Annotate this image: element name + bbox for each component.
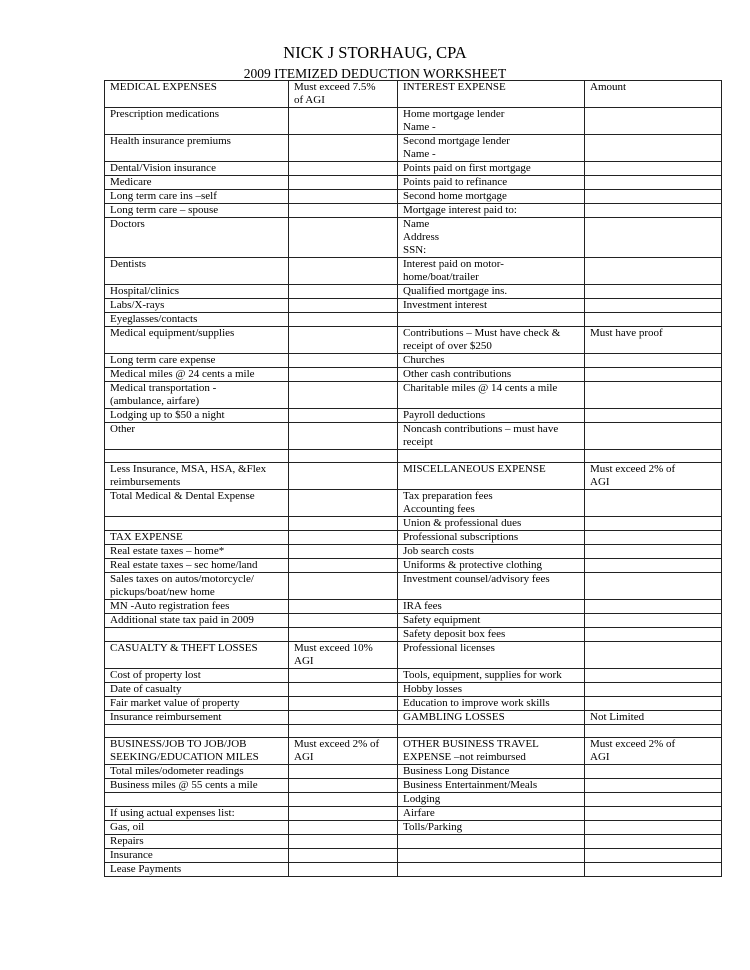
table-row bbox=[105, 327, 722, 354]
limit-cell bbox=[289, 545, 398, 559]
table-row bbox=[105, 614, 722, 628]
item-cell: Professional licenses bbox=[398, 642, 585, 669]
table-row bbox=[105, 135, 722, 162]
table-row bbox=[105, 490, 722, 517]
item-cell: Professional subscriptions bbox=[398, 531, 585, 545]
preparer-title: NICK J STORHAUG, CPA bbox=[283, 43, 467, 62]
item-cell bbox=[398, 863, 585, 877]
limit-cell bbox=[289, 313, 398, 327]
amount-cell bbox=[585, 450, 722, 463]
limit-cell bbox=[289, 190, 398, 204]
amount-cell bbox=[585, 559, 722, 573]
table-row bbox=[105, 807, 722, 821]
amount-cell bbox=[585, 628, 722, 642]
category-cell: Labs/X-rays bbox=[105, 299, 289, 313]
item-cell: Business Long Distance bbox=[398, 765, 585, 779]
table-row bbox=[105, 409, 722, 423]
limit-cell bbox=[289, 517, 398, 531]
amount-cell bbox=[585, 190, 722, 204]
amount-cell: Must exceed 2% of AGI bbox=[585, 463, 722, 490]
table-row bbox=[105, 573, 722, 600]
item-cell: IRA fees bbox=[398, 600, 585, 614]
table-row bbox=[105, 423, 722, 450]
limit-cell bbox=[289, 821, 398, 835]
item-cell: Safety equipment bbox=[398, 614, 585, 628]
limit-cell bbox=[289, 697, 398, 711]
item-cell: Investment interest bbox=[398, 299, 585, 313]
table-row bbox=[105, 683, 722, 697]
category-cell: Less Insurance, MSA, HSA, &Flex reimbursements bbox=[105, 463, 289, 490]
amount-cell bbox=[585, 821, 722, 835]
table-row bbox=[105, 382, 722, 409]
item-cell: Contributions – Must have check & receipt of over $250 bbox=[398, 327, 585, 354]
category-cell bbox=[105, 517, 289, 531]
limit-cell bbox=[289, 108, 398, 135]
amount-cell bbox=[585, 490, 722, 517]
limit-cell bbox=[289, 835, 398, 849]
amount-cell: Must have proof bbox=[585, 327, 722, 354]
table-row bbox=[105, 738, 722, 765]
table-row bbox=[105, 849, 722, 863]
amount-cell bbox=[585, 697, 722, 711]
table-row bbox=[105, 299, 722, 313]
limit-cell: Must exceed 10% AGI bbox=[289, 642, 398, 669]
item-cell: Job search costs bbox=[398, 545, 585, 559]
category-cell: Long term care ins –self bbox=[105, 190, 289, 204]
item-cell bbox=[398, 835, 585, 849]
table-row bbox=[105, 81, 722, 108]
item-cell: Churches bbox=[398, 354, 585, 368]
amount-cell bbox=[585, 135, 722, 162]
amount-cell bbox=[585, 204, 722, 218]
table-row bbox=[105, 779, 722, 793]
table-row bbox=[105, 517, 722, 531]
category-cell: Business miles @ 55 cents a mile bbox=[105, 779, 289, 793]
amount-cell bbox=[585, 176, 722, 190]
table-row bbox=[105, 600, 722, 614]
item-cell: Points paid on first mortgage bbox=[398, 162, 585, 176]
table-row bbox=[105, 628, 722, 642]
table-row bbox=[105, 863, 722, 877]
limit-cell bbox=[289, 299, 398, 313]
category-cell: Long term care expense bbox=[105, 354, 289, 368]
table-row bbox=[105, 531, 722, 545]
item-cell: Uniforms & protective clothing bbox=[398, 559, 585, 573]
category-cell bbox=[105, 628, 289, 642]
table-row bbox=[105, 258, 722, 285]
amount-cell bbox=[585, 683, 722, 697]
item-cell: Home mortgage lender Name - bbox=[398, 108, 585, 135]
category-cell: Hospital/clinics bbox=[105, 285, 289, 299]
category-cell: Health insurance premiums bbox=[105, 135, 289, 162]
limit-cell bbox=[289, 793, 398, 807]
amount-cell: Must exceed 2% of AGI bbox=[585, 738, 722, 765]
table-row bbox=[105, 204, 722, 218]
item-cell bbox=[398, 313, 585, 327]
item-cell: Other cash contributions bbox=[398, 368, 585, 382]
amount-cell bbox=[585, 793, 722, 807]
limit-cell bbox=[289, 490, 398, 517]
category-cell: Lease Payments bbox=[105, 863, 289, 877]
limit-cell bbox=[289, 531, 398, 545]
limit-cell bbox=[289, 258, 398, 285]
item-cell: Mortgage interest paid to: bbox=[398, 204, 585, 218]
category-cell: If using actual expenses list: bbox=[105, 807, 289, 821]
table-row bbox=[105, 545, 722, 559]
amount-cell: Amount bbox=[585, 81, 722, 108]
limit-cell: Must exceed 7.5% of AGI bbox=[289, 81, 398, 108]
limit-cell bbox=[289, 450, 398, 463]
limit-cell bbox=[289, 779, 398, 793]
worksheet-title: 2009 ITEMIZED DEDUCTION WORKSHEET bbox=[243, 66, 507, 81]
category-cell: Long term care – spouse bbox=[105, 204, 289, 218]
table-row bbox=[105, 821, 722, 835]
table-row bbox=[105, 765, 722, 779]
table-row bbox=[105, 176, 722, 190]
category-cell: Date of casualty bbox=[105, 683, 289, 697]
limit-cell bbox=[289, 354, 398, 368]
table-row bbox=[105, 218, 722, 258]
item-cell: Education to improve work skills bbox=[398, 697, 585, 711]
table-row bbox=[105, 463, 722, 490]
limit-cell bbox=[289, 863, 398, 877]
category-cell bbox=[105, 725, 289, 738]
amount-cell bbox=[585, 545, 722, 559]
table-row bbox=[105, 190, 722, 204]
category-cell: Total Medical & Dental Expense bbox=[105, 490, 289, 517]
amount-cell bbox=[585, 423, 722, 450]
category-cell: Real estate taxes – sec home/land bbox=[105, 559, 289, 573]
amount-cell bbox=[585, 162, 722, 176]
deduction-table bbox=[104, 80, 722, 877]
amount-cell bbox=[585, 600, 722, 614]
item-cell bbox=[398, 725, 585, 738]
item-cell: Qualified mortgage ins. bbox=[398, 285, 585, 299]
category-cell: Other bbox=[105, 423, 289, 450]
limit-cell bbox=[289, 285, 398, 299]
table-row bbox=[105, 354, 722, 368]
amount-cell bbox=[585, 765, 722, 779]
amount-cell bbox=[585, 313, 722, 327]
limit-cell bbox=[289, 628, 398, 642]
category-cell: TAX EXPENSE bbox=[105, 531, 289, 545]
limit-cell bbox=[289, 600, 398, 614]
item-cell: Interest paid on motor- home/boat/trailer bbox=[398, 258, 585, 285]
amount-cell bbox=[585, 108, 722, 135]
limit-cell bbox=[289, 614, 398, 628]
limit-cell bbox=[289, 573, 398, 600]
category-cell: Medicare bbox=[105, 176, 289, 190]
table-row bbox=[105, 793, 722, 807]
category-cell: Medical miles @ 24 cents a mile bbox=[105, 368, 289, 382]
category-cell: Additional state tax paid in 2009 bbox=[105, 614, 289, 628]
table-row bbox=[105, 450, 722, 463]
limit-cell bbox=[289, 725, 398, 738]
limit-cell bbox=[289, 849, 398, 863]
amount-cell bbox=[585, 368, 722, 382]
limit-cell bbox=[289, 368, 398, 382]
limit-cell bbox=[289, 135, 398, 162]
category-cell: Total miles/odometer readings bbox=[105, 765, 289, 779]
item-cell: Name Address SSN: bbox=[398, 218, 585, 258]
amount-cell bbox=[585, 285, 722, 299]
table-row bbox=[105, 108, 722, 135]
category-cell: BUSINESS/JOB TO JOB/JOB SEEKING/EDUCATION MILES bbox=[105, 738, 289, 765]
limit-cell bbox=[289, 218, 398, 258]
item-cell: MISCELLANEOUS EXPENSE bbox=[398, 463, 585, 490]
item-cell: Second mortgage lender Name - bbox=[398, 135, 585, 162]
item-cell: Tools, equipment, supplies for work bbox=[398, 669, 585, 683]
limit-cell bbox=[289, 807, 398, 821]
item-cell: Investment counsel/advisory fees bbox=[398, 573, 585, 600]
category-cell: Sales taxes on autos/motorcycle/ pickups/boat/new home bbox=[105, 573, 289, 600]
item-cell: Noncash contributions – must have receipt bbox=[398, 423, 585, 450]
amount-cell bbox=[585, 669, 722, 683]
item-cell bbox=[398, 450, 585, 463]
amount-cell bbox=[585, 409, 722, 423]
limit-cell bbox=[289, 409, 398, 423]
table-row bbox=[105, 313, 722, 327]
item-cell: GAMBLING LOSSES bbox=[398, 711, 585, 725]
amount-cell bbox=[585, 382, 722, 409]
category-cell: Eyeglasses/contacts bbox=[105, 313, 289, 327]
limit-cell bbox=[289, 683, 398, 697]
category-cell: MEDICAL EXPENSES bbox=[105, 81, 289, 108]
table-row bbox=[105, 725, 722, 738]
item-cell: Payroll deductions bbox=[398, 409, 585, 423]
item-cell: Lodging bbox=[398, 793, 585, 807]
amount-cell bbox=[585, 517, 722, 531]
limit-cell bbox=[289, 162, 398, 176]
item-cell: Second home mortgage bbox=[398, 190, 585, 204]
category-cell: Dentists bbox=[105, 258, 289, 285]
limit-cell: Must exceed 2% of AGI bbox=[289, 738, 398, 765]
amount-cell bbox=[585, 299, 722, 313]
amount-cell: Not Limited bbox=[585, 711, 722, 725]
category-cell: Real estate taxes – home* bbox=[105, 545, 289, 559]
table-row bbox=[105, 368, 722, 382]
item-cell: Airfare bbox=[398, 807, 585, 821]
category-cell: Cost of property lost bbox=[105, 669, 289, 683]
limit-cell bbox=[289, 204, 398, 218]
amount-cell bbox=[585, 218, 722, 258]
limit-cell bbox=[289, 669, 398, 683]
category-cell bbox=[105, 450, 289, 463]
table-row bbox=[105, 669, 722, 683]
limit-cell bbox=[289, 711, 398, 725]
category-cell: Insurance bbox=[105, 849, 289, 863]
item-cell: Hobby losses bbox=[398, 683, 585, 697]
category-cell: Dental/Vision insurance bbox=[105, 162, 289, 176]
category-cell: Insurance reimbursement bbox=[105, 711, 289, 725]
amount-cell bbox=[585, 863, 722, 877]
limit-cell bbox=[289, 423, 398, 450]
amount-cell bbox=[585, 258, 722, 285]
deduction-table-body bbox=[105, 81, 722, 877]
table-row bbox=[105, 559, 722, 573]
category-cell: Medical transportation - (ambulance, airfare) bbox=[105, 382, 289, 409]
amount-cell bbox=[585, 531, 722, 545]
table-row bbox=[105, 835, 722, 849]
amount-cell bbox=[585, 849, 722, 863]
item-cell: Tolls/Parking bbox=[398, 821, 585, 835]
amount-cell bbox=[585, 642, 722, 669]
item-cell: Tax preparation fees Accounting fees bbox=[398, 490, 585, 517]
amount-cell bbox=[585, 725, 722, 738]
category-cell: Repairs bbox=[105, 835, 289, 849]
table-row bbox=[105, 697, 722, 711]
limit-cell bbox=[289, 327, 398, 354]
limit-cell bbox=[289, 463, 398, 490]
amount-cell bbox=[585, 573, 722, 600]
amount-cell bbox=[585, 354, 722, 368]
category-cell: CASUALTY & THEFT LOSSES bbox=[105, 642, 289, 669]
item-cell: Business Entertainment/Meals bbox=[398, 779, 585, 793]
amount-cell bbox=[585, 779, 722, 793]
item-cell: Safety deposit box fees bbox=[398, 628, 585, 642]
amount-cell bbox=[585, 835, 722, 849]
item-cell: Points paid to refinance bbox=[398, 176, 585, 190]
category-cell: Gas, oil bbox=[105, 821, 289, 835]
limit-cell bbox=[289, 176, 398, 190]
item-cell: INTEREST EXPENSE bbox=[398, 81, 585, 108]
category-cell: Lodging up to $50 a night bbox=[105, 409, 289, 423]
category-cell: MN -Auto registration fees bbox=[105, 600, 289, 614]
category-cell: Prescription medications bbox=[105, 108, 289, 135]
item-cell: OTHER BUSINESS TRAVEL EXPENSE –not reimbursed bbox=[398, 738, 585, 765]
item-cell: Charitable miles @ 14 cents a mile bbox=[398, 382, 585, 409]
limit-cell bbox=[289, 559, 398, 573]
item-cell bbox=[398, 849, 585, 863]
limit-cell bbox=[289, 765, 398, 779]
amount-cell bbox=[585, 614, 722, 628]
category-cell: Medical equipment/supplies bbox=[105, 327, 289, 354]
amount-cell bbox=[585, 807, 722, 821]
table-row bbox=[105, 711, 722, 725]
category-cell bbox=[105, 793, 289, 807]
table-row bbox=[105, 285, 722, 299]
item-cell: Union & professional dues bbox=[398, 517, 585, 531]
category-cell: Fair market value of property bbox=[105, 697, 289, 711]
limit-cell bbox=[289, 382, 398, 409]
table-row bbox=[105, 642, 722, 669]
category-cell: Doctors bbox=[105, 218, 289, 258]
table-row bbox=[105, 162, 722, 176]
